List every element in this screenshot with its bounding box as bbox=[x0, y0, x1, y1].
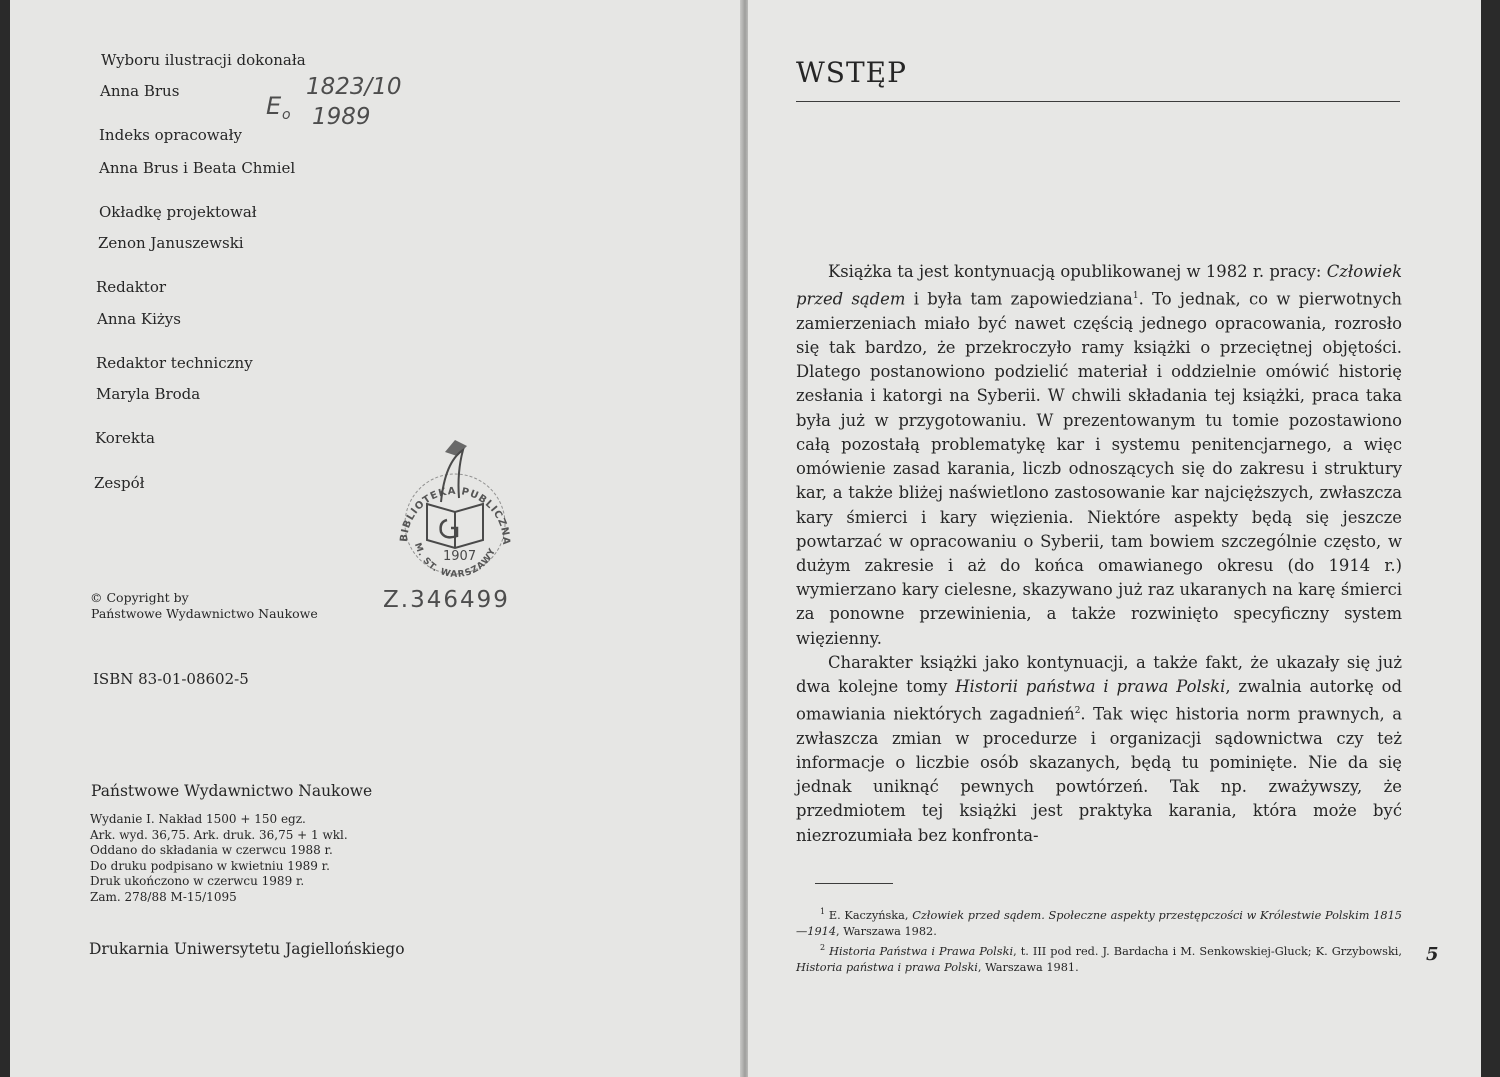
credit-name: Anna Kiżys bbox=[97, 310, 181, 328]
credit-name: Zespół bbox=[94, 474, 145, 492]
chapter-title: WSTĘP bbox=[796, 56, 907, 89]
paragraph: Charakter książki jako kontynuacji, a także fakt, że ukazały się już dwa kolejne tomy Historii państwa i prawa Polski, zwalnia autorkę od omawiania niektórych zagadnień$^2$. Tak więc historia norm prawnych, a zwłaszcza zmian w procedurze i organizacji sądownictwa czy też informacje o liczbie osób skazanych, będą tu pominięte. Nie da się jednak uniknąć pewnych powtórzeń. Tak np. zważywszy, że przedmiotem tej książki jest praktyka karania, która może być niezrozumiała bez konfronta- bbox=[796, 652, 1403, 845]
body-text bbox=[796, 260, 1402, 848]
credit-role: Redaktor bbox=[96, 278, 167, 296]
footnote: $^2$ Historia Państwa i Prawa Polski, t. III pod red. J. Bardacha i M. Senkowskiej-Gluck; K. Grzybowski, Historia państwa i prawa Polski, Warszawa 1981. bbox=[796, 942, 1403, 974]
handwritten-shelf-subscript: o bbox=[282, 107, 291, 123]
footnote-ref: 1 bbox=[1132, 291, 1139, 302]
stamp-year: 1907 bbox=[443, 549, 477, 564]
handwritten-shelf-number: 1823/10 bbox=[306, 74, 402, 100]
cited-title: Człowiek przed sądem bbox=[796, 262, 1402, 309]
cited-title: Historii państwa i prawa Polski bbox=[955, 676, 1226, 696]
footnote-ref: 2 bbox=[1074, 706, 1081, 717]
credit-role: Korekta bbox=[95, 429, 155, 447]
credit-name: Maryla Broda bbox=[96, 385, 201, 403]
publisher-name: Państwowe Wydawnictwo Naukowe bbox=[91, 782, 373, 800]
imprint-line: Zam. 278/88 M-15/1095 bbox=[90, 889, 237, 904]
title-rule bbox=[796, 101, 1400, 102]
credit-role: Indeks opracowały bbox=[99, 126, 242, 144]
svg-text:BIBLIOTEKA PUBLICZNA: BIBLIOTEKA PUBLICZNA bbox=[398, 485, 512, 546]
page-number: 5 bbox=[1426, 944, 1439, 965]
footnotes bbox=[796, 904, 1402, 976]
credit-name: Anna Brus bbox=[100, 82, 180, 100]
imprint-line: Ark. wyd. 36,75. Ark. druk. 36,75 + 1 wkl. bbox=[90, 827, 348, 842]
credit-name: Zenon Januszewski bbox=[98, 234, 244, 252]
imprint-line: Druk ukończono w czerwcu 1989 r. bbox=[90, 874, 305, 888]
credit-role: Redaktor techniczny bbox=[96, 354, 253, 372]
credit-role: Okładkę projektował bbox=[99, 203, 257, 221]
paragraph: Książka ta jest kontynuacją opublikowanej w 1982 r. pracy: Człowiek przed sądem i była tam zapowiedziana$^1$. To jednak, co w pierwotnych zamierzeniach miało być nawet częścią jednego opracowania, rozrosło się tak bardzo, że przekroczyło ramy książki o przeciętnej objętości. Dlatego postanowiono podzielić materiał i oddzielnie omówić historię zesłania i katorgi na Syberii. W chwili składania tej książki, praca taka była już w przygotowaniu. W prezentowanym tu tomie pozostawiono całą pozostałą problematykę kar i systemu penitencjarnego, a więc omówienie zasad karania, liczb odnoszących się do zakresu i struktury kar, a także bliżej naświetlono zastosowanie kar najcięższych, zwłaszcza kary śmierci i kary więzienia. Niektóre aspekty będą się jeszcze powtarzać w opracowaniu o Syberii, tam bowiem szczególnie często, w dużym zakresie i aż do końca omawianego okresu (do 1914 r.) wymierzano kary cielesne, skazywano już raz ukaranych na karę śmierci za ponowne przewinienia, a także rozwinięto specyficzny system więzienny. bbox=[796, 262, 1402, 648]
isbn: ISBN 83-01-08602-5 bbox=[93, 670, 249, 688]
svg-text:M. ST. WARSZAWY: M. ST. WARSZAWY bbox=[411, 541, 499, 581]
handwritten-shelf-prefix: E bbox=[266, 92, 282, 120]
handwritten-shelf-year: 1989 bbox=[312, 104, 371, 130]
credit-role: Wyboru ilustracji dokonała bbox=[101, 51, 306, 69]
imprint-line: Oddano do składania w czerwcu 1988 r. bbox=[90, 843, 333, 857]
imprint-block bbox=[90, 812, 348, 905]
imprint-line: Wydanie I. Nakład 1500 + 150 egz. bbox=[90, 812, 306, 826]
printer-name: Drukarnia Uniwersytetu Jagiellońskiego bbox=[89, 940, 405, 958]
copyright-line: © Copyright by bbox=[90, 590, 189, 605]
footnote: $^1$ E. Kaczyńska, Człowiek przed sądem. Społeczne aspekty przestępczości w Królestwie Polskim 1815—1914, Warszawa 1982. bbox=[796, 907, 1402, 938]
library-stamp bbox=[385, 432, 525, 592]
footnote-rule bbox=[815, 883, 893, 884]
copyright-holder: Państwowe Wydawnictwo Naukowe bbox=[91, 606, 318, 621]
handwritten-inventory-number: Z.346499 bbox=[383, 587, 510, 613]
credit-name: Anna Brus i Beata Chmiel bbox=[99, 159, 296, 177]
imprint-line: Do druku podpisano w kwietniu 1989 r. bbox=[90, 858, 330, 873]
